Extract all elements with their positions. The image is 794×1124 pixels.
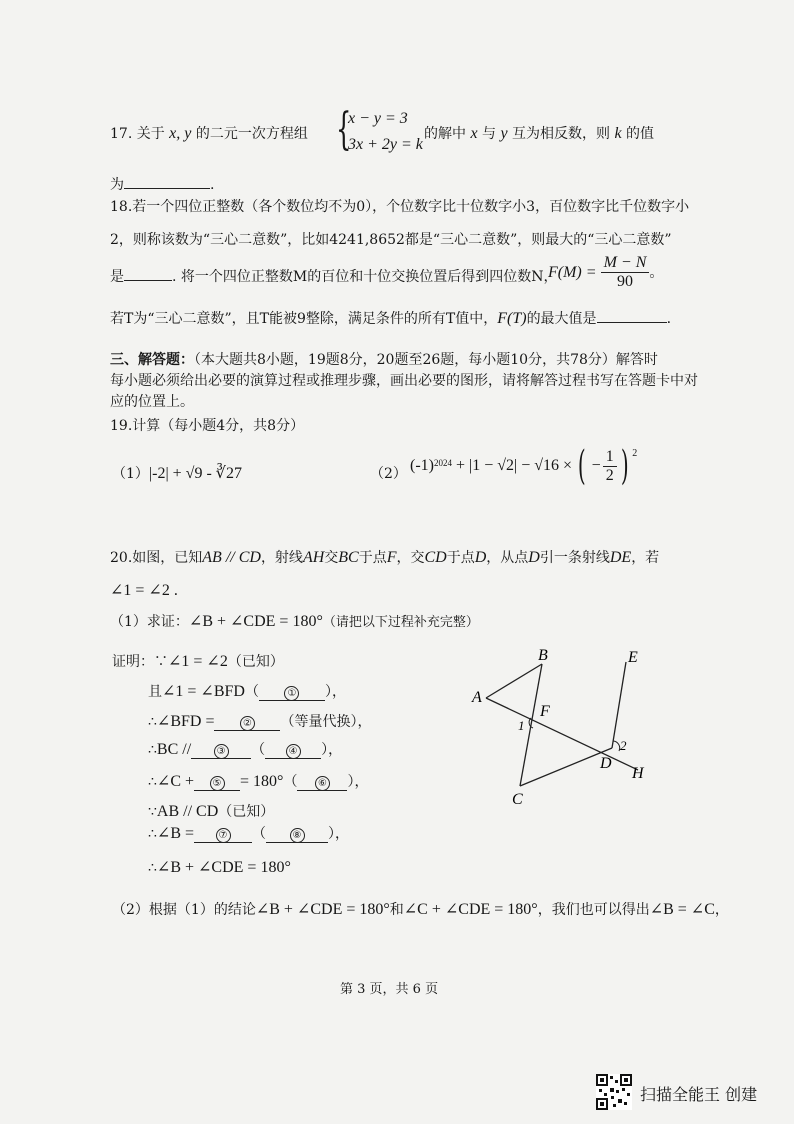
q17-text-d: 与 xyxy=(482,126,497,142)
q17-k: k xyxy=(614,125,622,142)
q20-ah: AH xyxy=(302,549,325,566)
proof-6c: （ xyxy=(252,826,267,842)
proof-blank-1[interactable] xyxy=(259,682,325,701)
proof-1a: 且 xyxy=(148,684,162,700)
proof-4a: ∴ xyxy=(148,774,157,790)
q17-x: x xyxy=(470,125,478,142)
q18-line4-c: . xyxy=(666,311,672,327)
proof-line-6 xyxy=(148,824,349,844)
proof-3a: ∴ xyxy=(148,742,157,758)
proof-3b: BC // xyxy=(156,741,192,758)
q20-part1-expr: ∠B + ∠CDE = 180° xyxy=(188,613,323,630)
q17-end: . xyxy=(210,177,215,193)
circled-5: ⑤ xyxy=(210,776,225,791)
q20-part2-c: ，我们也可以得出 xyxy=(537,902,650,918)
q19-p2-frac-den: 2 xyxy=(605,466,614,484)
proof-blank-5[interactable] xyxy=(194,772,240,791)
q20-part2-expr1: ∠B + ∠CDE = 180° xyxy=(255,901,390,918)
close-paren: ) xyxy=(620,443,629,489)
proof-line-7 xyxy=(148,858,291,878)
label-D: D xyxy=(600,755,612,772)
proof-line-1 xyxy=(148,682,346,702)
section3-desc-1: （本大题共8小题，19题8分，20题至26题，每小题10分，共78分）解答时 xyxy=(194,352,658,368)
q20-part1-note: （请把以下过程补充完整） xyxy=(322,615,479,630)
q20-part1 xyxy=(110,612,479,633)
q20-ab-cd: AB // CD xyxy=(202,549,261,566)
q18-line3-c: 。 xyxy=(649,264,664,281)
q20-d2: D xyxy=(528,549,540,566)
proof-blank-8[interactable] xyxy=(266,824,328,843)
q19-p2-fraction xyxy=(603,448,617,485)
q17-text-b: 的二元一次方程组 xyxy=(195,126,308,142)
q18-fm: F(M) = xyxy=(548,263,597,281)
proof-6d: ）， xyxy=(328,826,350,842)
section3-line2: 每小题必须给出必要的演算过程或推理步骤，画出必要的图形，请将解答过程书写在答题卡中对 xyxy=(110,373,698,389)
proof-blank-3[interactable] xyxy=(191,740,251,759)
proof-line-3 xyxy=(148,740,342,760)
q18-answer-blank-1[interactable] xyxy=(124,266,172,281)
q19-p2-b: + |1 − √2| − √16 × xyxy=(455,457,573,474)
q18-ft: F(T) xyxy=(497,310,527,327)
proof-blank-2[interactable] xyxy=(214,712,280,731)
ray-DE xyxy=(612,662,626,748)
proof-3d: ）， xyxy=(321,742,343,758)
q20-cd: CD xyxy=(424,549,447,566)
label-angle-2: 2 xyxy=(620,738,627,753)
q18-line4-b: 的最大值是 xyxy=(526,311,597,327)
proof-7b: ∠B + ∠CDE = 180° xyxy=(156,859,291,876)
label-B: B xyxy=(538,647,548,664)
qr-code-icon xyxy=(596,1074,632,1110)
q19-p1-label: （1） xyxy=(112,466,149,482)
section3-line1 xyxy=(110,350,658,370)
q19-p2-square: 2 xyxy=(632,448,638,459)
proof-4d: （ xyxy=(283,774,298,790)
angle-2-arc xyxy=(613,741,620,751)
proof-2a: ∴ xyxy=(148,714,157,730)
q20-part2-expr2: ∠C + ∠CDE = 180° xyxy=(403,901,538,918)
q17-answer-blank[interactable] xyxy=(124,174,210,189)
label-angle-1: 1 xyxy=(518,718,525,733)
q20-t4: 于点 xyxy=(358,550,387,566)
proof-2b: ∠BFD = xyxy=(156,713,215,730)
q20-part2-expr3: ∠B = ∠C xyxy=(649,901,715,918)
q17-line2-text: 为 xyxy=(110,177,124,193)
proof-4e: ）， xyxy=(347,774,369,790)
q19-p2-frac-num: 1 xyxy=(603,448,617,467)
q20-de: DE xyxy=(609,549,632,566)
q17-eq1: x − y = 3 xyxy=(348,110,408,127)
q20-part2-d: ， xyxy=(714,902,729,918)
label-H: H xyxy=(632,765,644,782)
proof-7a: ∴ xyxy=(148,860,157,876)
q18-frac-den: 90 xyxy=(616,273,633,290)
q18-answer-blank-2[interactable] xyxy=(597,308,667,323)
section3-heading: 三、解答题： xyxy=(110,352,194,368)
q19-p2-label: （2） xyxy=(370,466,407,482)
q20-line1 xyxy=(110,548,659,568)
circled-1: ① xyxy=(284,686,299,701)
proof-1d: ）， xyxy=(324,684,346,700)
q20-t6: 于点 xyxy=(446,550,475,566)
proof-4c: = 180° xyxy=(240,773,284,790)
q18-line3-b: . 将一个四位正整数M的百位和十位交换位置后得到四位数N， xyxy=(172,269,558,285)
proof-2c: （等量代换）， xyxy=(280,714,372,730)
q19-title: 19.计算（每小题4分，共8分） xyxy=(110,418,305,434)
q17-line2 xyxy=(110,174,214,195)
q20-t7: ，从点 xyxy=(486,550,529,566)
proof-1b: ∠1 = ∠BFD xyxy=(162,683,245,700)
q19-p2-exp: 2024 xyxy=(433,458,452,468)
q20-bc: BC xyxy=(338,549,359,566)
proof-1c: （ xyxy=(244,684,259,700)
q20-t2: ，射线 xyxy=(260,550,303,566)
page-number: 第 3 页，共 6 页 xyxy=(340,982,439,997)
q17-line1-rest xyxy=(424,124,654,144)
ray-AH xyxy=(486,698,638,770)
proof-line-4 xyxy=(148,772,368,792)
q18-line4 xyxy=(110,308,671,329)
q19-part2 xyxy=(410,443,638,489)
q18-line1: 18.若一个四位正整数（各个数位均不为0），个位数字比十位数字小3，百位数字比千位数字小 xyxy=(110,199,690,215)
proof-0c: （已知） xyxy=(227,654,284,670)
q17-y: y xyxy=(500,125,508,142)
label-C: C xyxy=(512,791,523,808)
proof-5b: AB // CD xyxy=(156,803,219,820)
q17-text-a: 17. 关于 xyxy=(110,126,165,142)
proof-line-5 xyxy=(148,802,274,822)
proof-5c: （已知） xyxy=(218,804,275,820)
q20-t9: ，若 xyxy=(631,550,660,566)
circled-6: ⑥ xyxy=(315,776,330,791)
circled-4: ④ xyxy=(286,744,301,759)
system-brace: { xyxy=(336,104,352,155)
q17-vars: x, y xyxy=(169,125,192,142)
proof-0a: 证明：∵ xyxy=(112,654,168,670)
q20-part2 xyxy=(112,900,729,920)
q18-frac-num: M − N xyxy=(601,254,650,273)
q20-line2: ∠1 = ∠2 . xyxy=(110,582,178,599)
proof-blank-6[interactable] xyxy=(297,772,347,791)
segment-CD xyxy=(520,748,612,786)
q20-part1-label: （1）求证： xyxy=(110,614,189,630)
q18-formula xyxy=(548,254,663,291)
proof-line-2 xyxy=(148,712,371,732)
q17-eq2: 3x + 2y = k xyxy=(348,136,423,153)
circled-3: ③ xyxy=(214,744,229,759)
q20-t8: 引一条射线 xyxy=(539,550,610,566)
circled-2: ② xyxy=(240,716,255,731)
q18-line3-a: 是 xyxy=(110,269,124,285)
q19-part1 xyxy=(112,464,242,484)
proof-4b: ∠C + xyxy=(156,773,195,790)
q19-p2-a: (-1) xyxy=(410,457,434,474)
q20-part2-b: 和 xyxy=(389,902,404,918)
q18-line4-a: 若T为“三心二意数”，且T能被9整除，满足条件的所有T值中， xyxy=(110,311,498,327)
geometry-figure xyxy=(462,640,682,810)
proof-0b: ∠1 = ∠2 xyxy=(168,653,228,670)
proof-blank-7[interactable] xyxy=(194,824,252,843)
proof-5a: ∵ xyxy=(148,804,157,820)
segment-AB xyxy=(486,664,542,698)
proof-blank-4[interactable] xyxy=(265,740,321,759)
open-paren: ( xyxy=(577,443,586,489)
label-F: F xyxy=(540,703,550,720)
q20-f: F xyxy=(386,549,397,566)
proof-line-0 xyxy=(112,652,284,672)
q17-text-f: 的值 xyxy=(626,126,655,142)
label-E: E xyxy=(628,649,638,666)
q18-fraction xyxy=(601,254,650,291)
section3-line3: 应的位置上。 xyxy=(110,394,194,410)
q17-text-c: 的解中 xyxy=(424,126,466,142)
brand-text: 扫描全能王 创建 xyxy=(640,1085,758,1104)
q20-t1: 20.如图，已知 xyxy=(110,550,203,566)
q17-text-e: 互为相反数，则 xyxy=(512,126,611,142)
q20-d: D xyxy=(474,549,487,566)
q18-line2: 2，则称该数为“三心二意数”，比如4241,8652都是“三心二意数”，则最大的“三心二意数” xyxy=(110,232,672,248)
q19-p1-expr: |-2| + √9 - ∛27 xyxy=(148,465,242,482)
proof-3c: （ xyxy=(251,742,266,758)
q20-t3: 交 xyxy=(324,550,339,566)
q17-line1 xyxy=(110,124,308,144)
circled-7: ⑦ xyxy=(216,828,231,843)
circled-8: ⑧ xyxy=(290,828,305,843)
q18-line3 xyxy=(110,266,557,287)
q20-part2-a: （2）根据（1）的结论 xyxy=(112,902,256,918)
proof-6a: ∴ xyxy=(148,826,157,842)
q20-t5: ，交 xyxy=(396,550,425,566)
q19-p2-minus: − xyxy=(591,457,601,474)
proof-6b: ∠B = xyxy=(156,825,195,842)
label-A: A xyxy=(472,689,482,706)
